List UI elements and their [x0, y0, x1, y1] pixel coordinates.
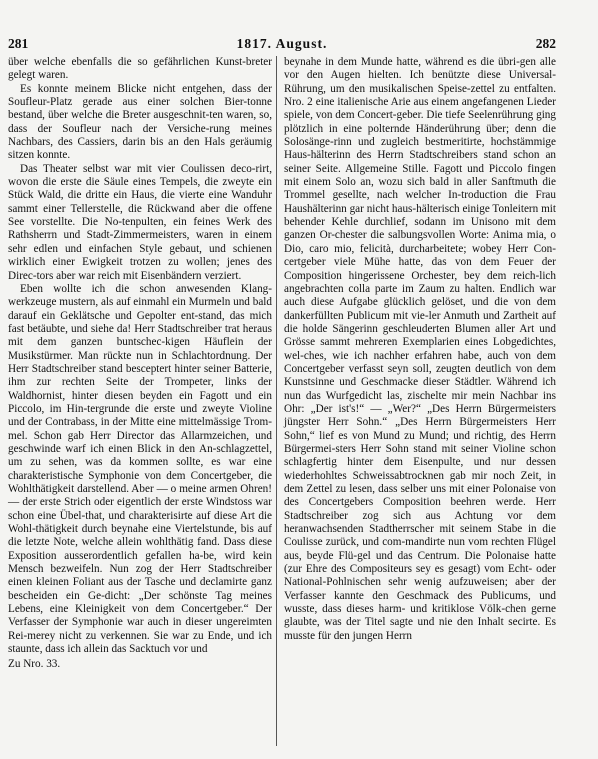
paragraph: Eben wollte ich die schon anwesenden Klang-werkzeuge mustern, als auf einmahl ein Murmeln und bald darauf ein Geklätsche und Gepolter ent-stand, das mich fast betäubte, und siehe da! Herr Stadtschreiber trat heraus mit dem ganzen buntschec-kigen Häuflein der Musikstürmer. Man rückte nun in Schlachtordnung. Der Herr Stadtschreiber stand besceptert hinter seiner Batterie, ihm zur rechten Seite der Trompeter, links der Waldhornist, hinter diesen beyden ein Fagott und ein Piccolo, im Hin-tergrunde die erste und zweyte Violine und der Contrabass, in der Mitte eine mittelmässige Trom-mel. Schon gab Herr Director das Allarmzeichen, und geschwinde warf ich einen Blick in den An-schlagzettel, um zu sehen, was da kommen sollte, es war eine charakteristische Symphonie von dem Concertgeber, die Wohlthätigkeit darstellend. Aber — o meine armen Ohren! — der erste Strich oder eigentlich der erste Windstoss war schon eine Übel-that, und charakterisirte auf diese Art die Wohl-thätigkeit durch beynahe eine Viertelstunde, bis auf die letzte Note, welche allein wohlthätig fand. Dass diese Exposition ausserordentlich gefallen ha-be, wird kein Mensch bezweifeln. Nun zog der Herr Stadtschreiber einen kleinen Foliant aus der Tasche und declamirte ganz bescheiden ein Ge-dicht: „Der schönste Tag meines Lebens, eine Kleinigkeit von dem Concertgeber.“ Der Verfasser der Symphonie war auch in dieser ungereimten Rei-merey nicht zu verkennen. Sie war zu Ende, und ich staunte, dass ich allein das Sacktuch vor und	[8, 282, 272, 656]
right-column	[284, 56, 556, 643]
paragraph: beynahe in dem Munde hatte, während es die übri-gen alle vor den Augen hielten. Ich benützte diese Universal-Rührung, um den musikalischen Speise-zettel zu entfalten. Nro. 2 eine italienische Arie aus einem angefangenen Lieder spiele, von dem Concert-geber. Die tiefe Seelenrührung ging plötzlich in eine polternde Händerührung über; denn die Solosänge-rinn und zugleich bestmeritirte, hochstämmige Haus-hälterinn des Herrn Stadtschreibers stand schon an seiner Seite. Allgemeine Stille. Fagott und Piccolo fingen mit einem Solo an, wozu sich bald in aller Sanftmuth die Trommel gesellte, nach welcher In-troduction die Frau Haushälterinn gar nicht haus-hälterisch einige Tonleitern mit behender Kehle durchlief, sodann im Unisono mit dem ganzen Or-chester die salbungsvollen Worte: Anima mia, o Dio, caro mio, felicità, durcharbeitete; wobey Herr Con-certgeber viele Mühe hatte, das von dem Feuer der Composition hingerissene Orchester, bey dem reich-lich angebrachten colla parte im Zaum zu halten. Endlich war auch diese Aufgabe glücklich gelöset, und die von dem dankerfüllten Publicum mit vie-ler Anmuth und Zartheit auf die holde Sängerinn geschleuderten Blumen aller Art und Grösse sammt mehreren Exemplarien eines Lobgedichtes, wel-ches, wie ich nachher erfahren habe, auch von dem Concertgeber verfasst seyn soll, zeugten deutlich von dem Kunstsinne und Geschmacke dieser Städtler. Während ich nun das Wurfgedicht las, zischelte mir mein Nachbar ins Ohr: „Der ist's!“ — „Wer?“ „Des Herrn Bürgermeisters jüngster Herr Sohn.“ „Des Herrn Bürgermeisters Herr Sohn,“ lief es von Mund zu Mund; und richtig, des Herrn Bürgermei-sters Herr Sohn stand mit seiner Violine schon schlagfertig hinter dem Eisenpulte, und nur dessen wiederhohltes Schweissabtrocknen gab mir noch Zeit, in dem Zettel zu lesen, dass selber uns mit einer Polonaise von des Concertgebers Composition beehren werde. Herr Stadtschreiber zog sich aus Achtung vor dem heranwachsenden Stadtherrscher mit seinem Stabe in die Coulisse zurück, und com-mandirte nun vom rechten Flügel aus, beyde Flü-gel und das Centrum. Die Polonaise hatte (zur Ehre des Compositeurs sey es gesagt) vom Echt- oder National-Pohlnischen sehr wenig aufzuweisen; aber der Verfasser kannte den Geschmack des Publicums, und wusste, dass dieses harm- und kritiklose Völk-chen gerne glaubte, was der Titel sagte und nie den Inhalt secirte. Es musste für den jungen Herrn	[284, 56, 556, 642]
page-number-left: 281	[8, 36, 29, 51]
paragraph: Das Theater selbst war mit vier Coulissen deco-rirt, wovon die erste die Säule eines Tempels, die zweyte ein Stück Wald, die dritte ein Haus, die vierte eine Wanduhr sammt einer Tellerstelle, die Rückwand aber die offene See vorstellte. Die No-tenpulten, ein feines Werk des Rathsherrn und Stadt-Zimmermeisters, waren in einem sehr edlen und einfachen Style gebaut, und schienen wirklich einer Ewigkeit trotzen zu wollen; jenes des Direc-tors aber war reich mit Eisenbändern verziert.	[8, 162, 272, 282]
paragraph: Es konnte meinem Blicke nicht entgehen, dass der Soufleur-Platz gerade aus einer solchen Bier-tonne bestand, über welche die Breter ausgeschnit-ten waren, so, dass der Soufleur nach der Versiche-rung meines Nachbars, des Cassiers, darin bis an den Hals geräumig sitzen konnte.	[8, 82, 272, 162]
left-column	[8, 56, 272, 672]
paragraph: über welche ebenfalls die so gefährlichen Kunst-breter gelegt waren.	[8, 56, 272, 82]
page-number-right: 282	[535, 36, 556, 51]
issue-date: 1817. August.	[236, 36, 328, 51]
column-divider	[276, 56, 277, 746]
continuation-note: Zu Nro. 33.	[8, 658, 61, 671]
page-header	[8, 36, 556, 52]
